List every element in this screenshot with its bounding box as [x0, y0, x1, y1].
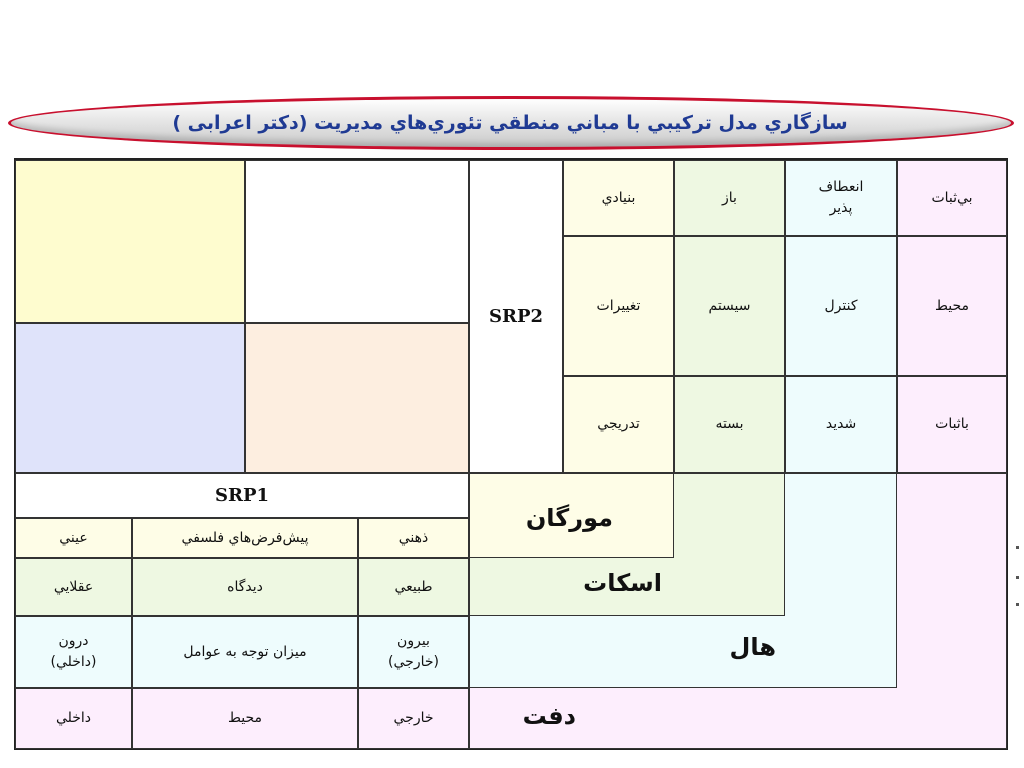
- srp1-cell: درون (داخلي): [15, 616, 132, 688]
- srp2-cell: باثبات: [897, 376, 1007, 473]
- theorist-morgan: [469, 473, 674, 558]
- edge-dot: [1016, 576, 1019, 579]
- srp1-cell: ديدگاه: [132, 558, 358, 616]
- srp1-cell: ذهني: [358, 518, 469, 558]
- srp2-cell: باز: [674, 160, 785, 236]
- slide-title: سازگاري مدل تركيبي با مباني منطقي تئوري‌هاي مديريت (دکتر اعرابی ): [172, 112, 848, 134]
- blue-box: [15, 323, 245, 473]
- theorist-scott-label: اسكات: [583, 569, 662, 597]
- srp1-cell: عيني: [15, 518, 132, 558]
- srp1-cell: بيرون (خارجي): [358, 616, 469, 688]
- white-box: [245, 160, 469, 323]
- srp1-cell: داخلي: [15, 688, 132, 749]
- srp2-cell: بسته: [674, 376, 785, 473]
- srp1-cell: ميزان توجه به عوامل: [132, 616, 358, 688]
- srp2-cell: شديد: [785, 376, 897, 473]
- srp1-cell: خارجي: [358, 688, 469, 749]
- srp2-cell: کنترل: [785, 236, 897, 376]
- theorist-daft-label: دفت: [522, 702, 576, 730]
- srp1-cell: پيش‌فرض‌هاي فلسفي: [132, 518, 358, 558]
- theorist-hall-label: هال: [729, 633, 776, 661]
- srp2-cell: محيط: [897, 236, 1007, 376]
- srp2-cell: بي‌ثبات: [897, 160, 1007, 236]
- srp1-label: SRP1: [15, 473, 469, 518]
- srp2-cell: بنيادي: [563, 160, 674, 236]
- srp2-cell: تغييرات: [563, 236, 674, 376]
- srp1-cell: محيط: [132, 688, 358, 749]
- edge-dot: [1016, 603, 1019, 606]
- srp1-cell: طبيعي: [358, 558, 469, 616]
- yellow-box: [15, 160, 245, 323]
- peach-box: [245, 323, 469, 473]
- srp2-cell: تدريجي: [563, 376, 674, 473]
- srp2-cell: سيستم: [674, 236, 785, 376]
- srp2-cell: انعطاف پذير: [785, 160, 897, 236]
- srp1-cell: عقلايي: [15, 558, 132, 616]
- theorist-morgan-label: مورگان: [525, 504, 613, 532]
- edge-dot: [1016, 546, 1019, 549]
- srp2-label: SRP2: [469, 160, 563, 473]
